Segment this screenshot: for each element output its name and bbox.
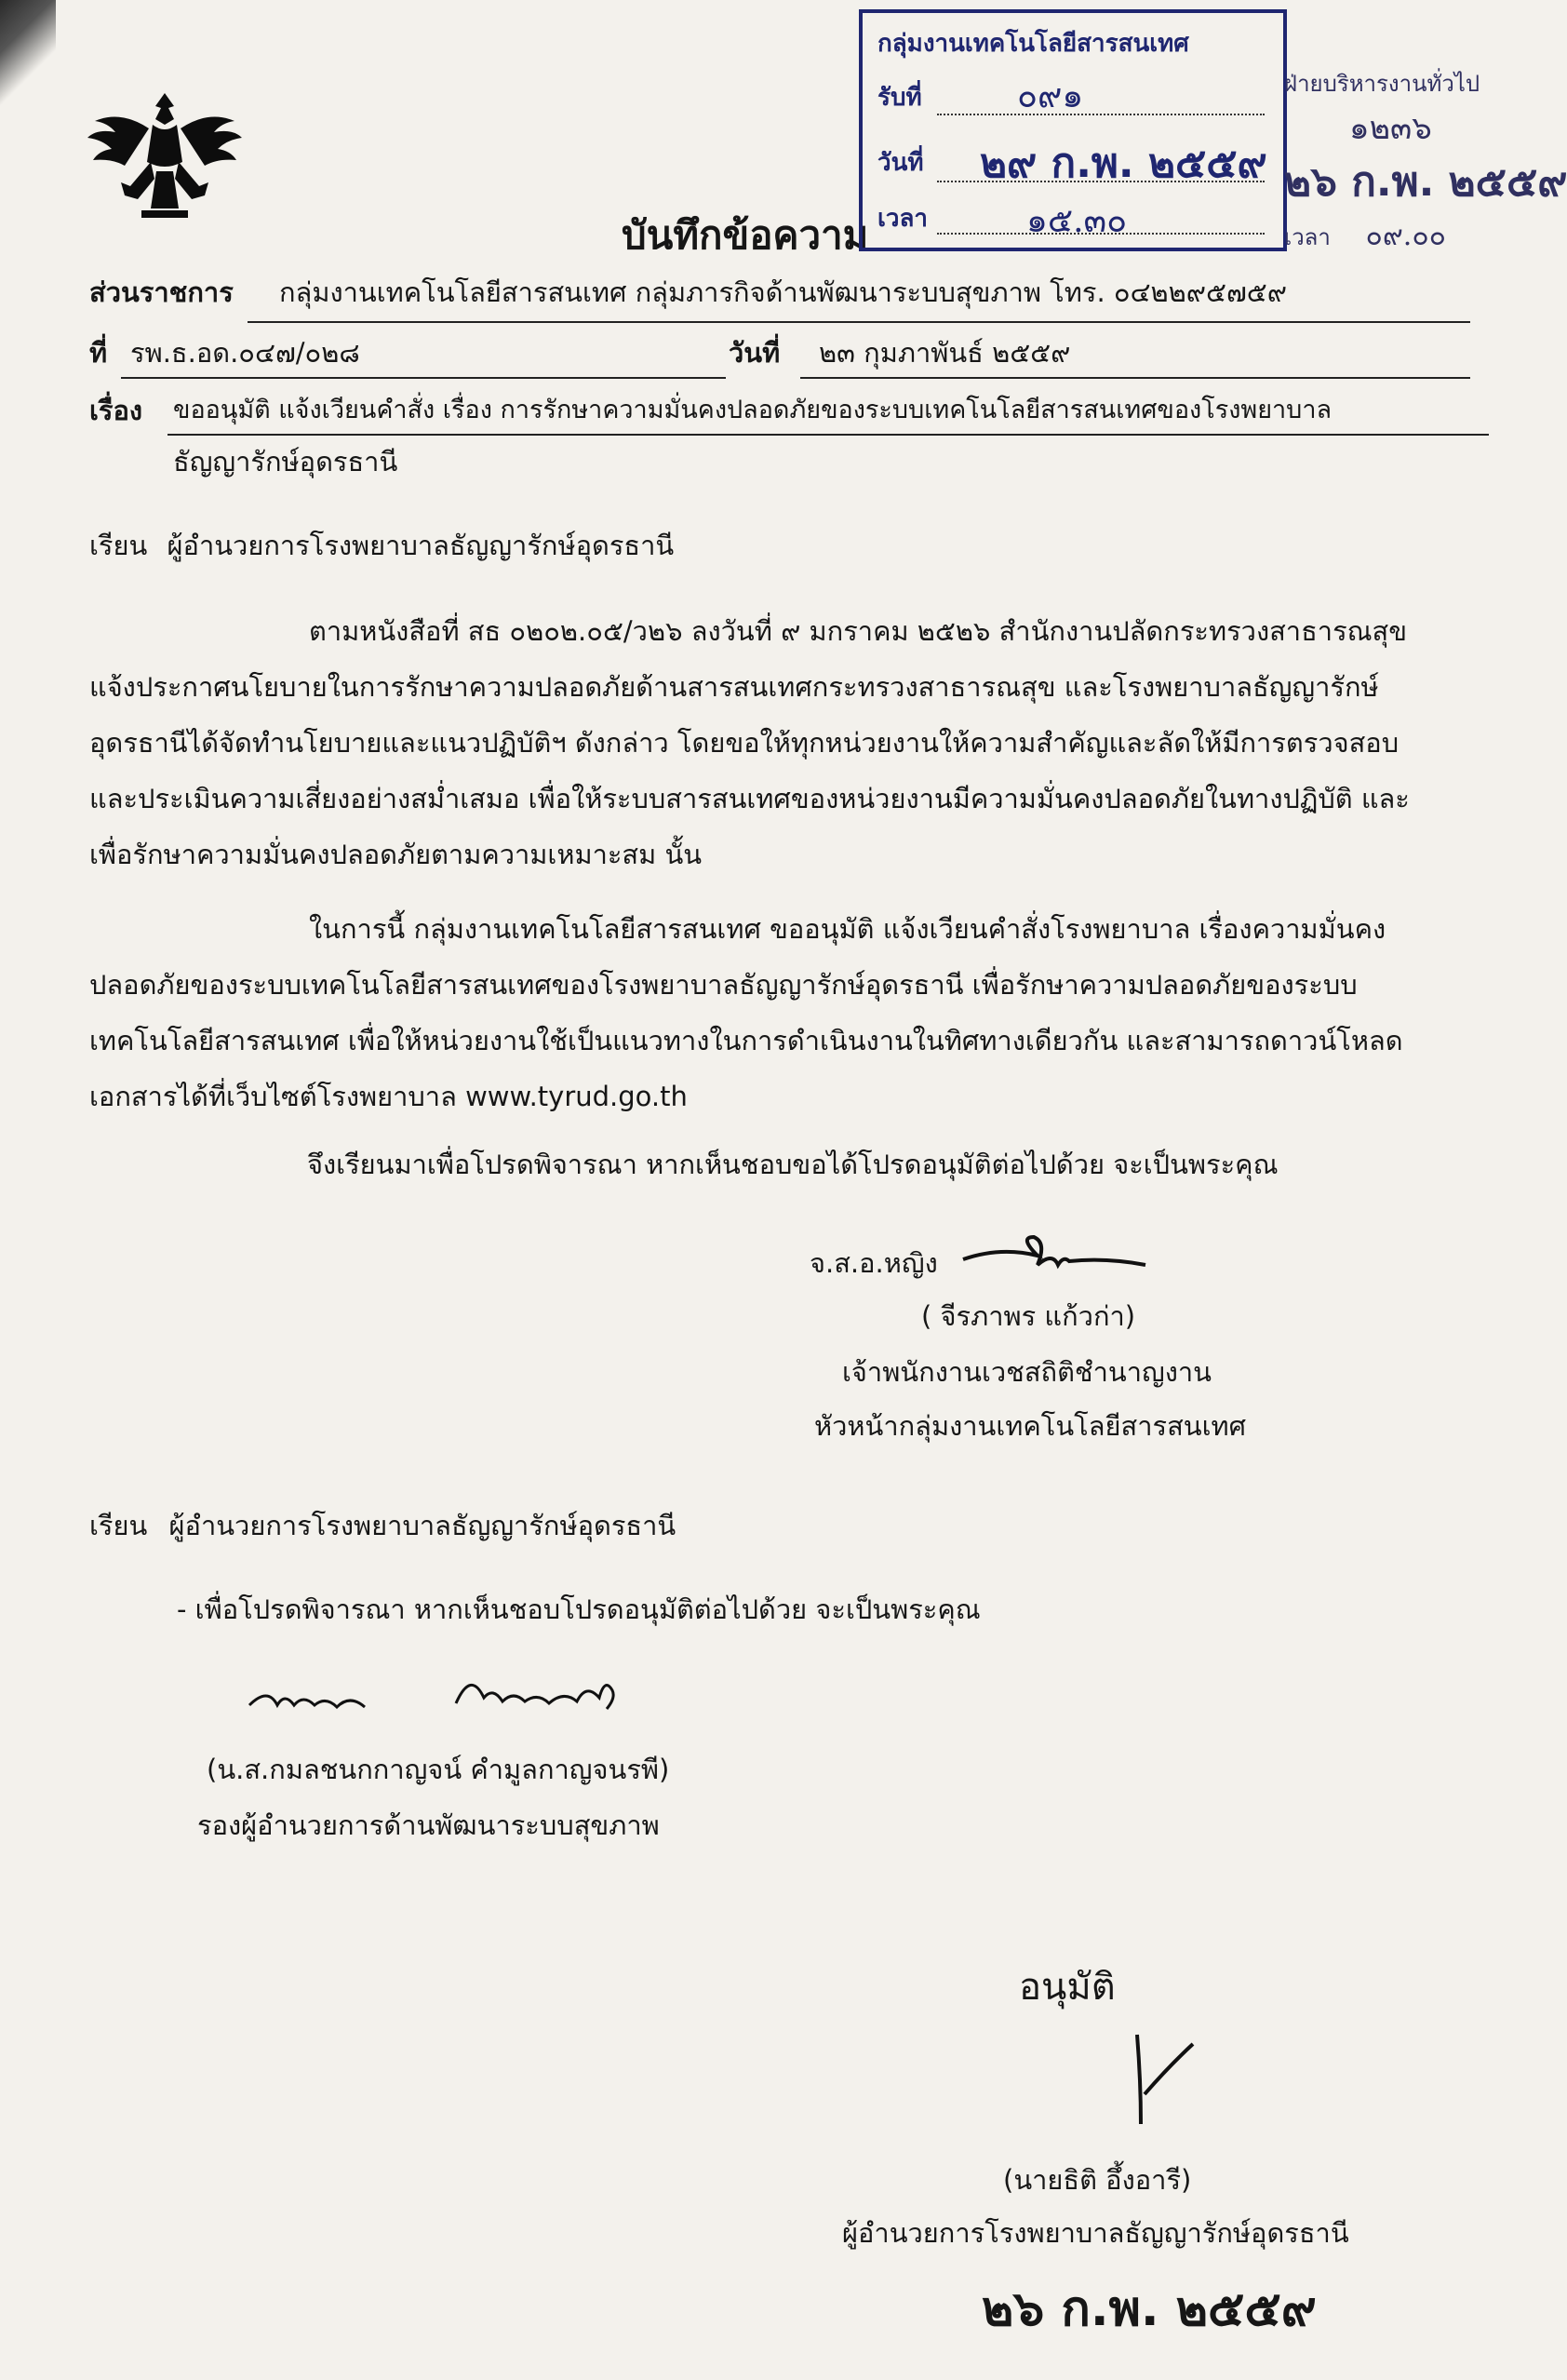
date-label: วันที่ — [729, 337, 781, 369]
stamp-date-value: ๒๙ ก.พ. ๒๕๕๙ — [980, 140, 1267, 187]
body-paragraph-2-wrap — [89, 901, 1429, 1124]
approval-date-stamp: ๒๖ ก.พ. ๒๕๕๙ — [982, 2281, 1317, 2337]
agency-underline — [248, 321, 1470, 323]
ref-underline — [121, 377, 726, 379]
stamp-time-label: เวลา — [877, 205, 929, 233]
subject-line2: ธัญญารักษ์อุดรธานี — [173, 446, 398, 477]
signer1-rank: จ.ส.อ.หญิง — [810, 1247, 938, 1279]
receiving-stamp-admin — [1284, 28, 1567, 252]
stamp-line — [937, 233, 1265, 235]
stamp-line — [937, 181, 1265, 182]
body-paragraph-1: ตามหนังสือที่ สธ ๐๒๐๒.๐๕/ว๒๖ ลงวันที่ ๙ มกราคม ๒๕๒๖ สำนักงานปลัดกระทรวงสาธารณสุขแจ้งประกาศนโยบายในการรักษาความปลอดภัยด้านสารสนเทศกระทรวงสาธารณสุข และโรงพยาบาลธัญญารักษ์อุดรธานีได้จัดทำนโยบายและแนวปฏิบัติฯ ดังกล่าว โดยขอให้ทุกหน่วยงานให้ความสำคัญและลัดให้มีการตรวจสอบและประเมินความเสี่ยงอย่างสม่ำเสมอ เพื่อให้ระบบสารสนเทศของหน่วยงานมีความมั่นคงปลอดภัยในทางปฏิบัติ และเพื่อรักษาความมั่นคงปลอดภัยตามความเหมาะสม นั้น — [89, 615, 1410, 870]
subject-underline — [167, 434, 1489, 436]
body-paragraph-2: ในการนี้ กลุ่มงานเทคโนโลยีสารสนเทศ ขออนุมัติ แจ้งเวียนคำสั่งโรงพยาบาล เรื่องความมั่นคงปลอดภัยของระบบเทคโนโลยีสารสนเทศของโรงพยาบาลธัญญารักษ์อุดรธานี เพื่อรักษาความปลอดภัยของระบบเทคโนโลยีสารสนเทศ เพื่อให้หน่วยงานใช้เป็นแนวทางในการดำเนินงานในทิศทางเดียวกัน และสามารถดาวน์โหลดเอกสารได้ที่เว็บไซต์โรงพยาบาล www.tyrud.go.th — [89, 913, 1403, 1112]
approval-position: ผู้อำนวยการโรงพยาบาลธัญญารักษ์อุดรธานี — [842, 2217, 1349, 2249]
date-value: ๒๓ กุมภาพันธ์ ๒๕๕๙ — [819, 337, 1071, 369]
scan-fold-shadow — [0, 0, 56, 121]
stamp2-date-value: ๒๖ ก.พ. ๒๕๕๙ — [1284, 158, 1567, 206]
stamp-dept-title: กลุ่มงานเทคโนโลยีสารสนเทศ — [877, 30, 1189, 58]
to-label: เรียน — [89, 530, 148, 561]
forward-to-label: เรียน — [89, 1510, 148, 1541]
garuda-emblem-icon — [86, 84, 244, 223]
stamp-line — [937, 114, 1265, 115]
signer1-name: ( จีรภาพร แก้วก่า) — [921, 1300, 1136, 1332]
stamp-received-label: รับที่ — [877, 84, 922, 112]
closing-line: จึงเรียนมาเพื่อโปรดพิจารณา หากเห็นชอบขอได้โปรดอนุมัติต่อไปด้วย จะเป็นพระคุณ — [307, 1149, 1279, 1180]
signature-approval — [1117, 2029, 1200, 2131]
stamp-time-value: ๑๕.๓๐ — [1026, 202, 1128, 240]
body-paragraph-1-wrap — [89, 603, 1429, 882]
ref-value: รพ.ธ.อด.๐๔๗/๐๒๘ — [130, 337, 360, 369]
stamp2-received-value: ๑๒๓๖ — [1349, 110, 1432, 147]
signer1-position1: เจ้าพนักงานเวชสถิติชำนาญงาน — [842, 1356, 1212, 1388]
receiving-stamp-it — [859, 9, 1287, 251]
agency-label: ส่วนราชการ — [89, 276, 234, 308]
signer2-position: รองผู้อำนวยการด้านพัฒนาระบบสุขภาพ — [197, 1809, 660, 1841]
ref-label: ที่ — [89, 337, 108, 369]
agency-value: กลุ่มงานเทคโนโลยีสารสนเทศ กลุ่มภารกิจด้านพัฒนาระบบสุขภาพ โทร. ๐๔๒๒๙๕๗๕๙ — [279, 276, 1287, 308]
approval-name: (นายธิติ อึ้งอารี) — [1003, 2164, 1192, 2196]
stamp-date-label: วันที่ — [877, 149, 924, 177]
stamp2-dept-title: ฝ่ายบริหารงานทั่วไป — [1284, 71, 1480, 97]
signer1-position2: หัวหน้ากลุ่มงานเทคโนโลยีสารสนเทศ — [814, 1410, 1247, 1442]
forward-note: - เพื่อโปรดพิจารณา หากเห็นชอบโปรดอนุมัติต่อไปด้วย จะเป็นพระคุณ — [177, 1593, 981, 1625]
memo-title: บันทึกข้อความ — [622, 212, 869, 258]
signer2-name: (น.ส.กมลชนกกาญจน์ คำมูลกาญจนรพี) — [207, 1754, 670, 1785]
stamp2-time-value: ๐๙.๐๐ — [1365, 220, 1446, 252]
forward-to-value: ผู้อำนวยการโรงพยาบาลธัญญารักษ์อุดรธานี — [168, 1510, 676, 1541]
signature-1 — [958, 1233, 1154, 1284]
subject-line1: ขออนุมัติ แจ้งเวียนคำสั่ง เรื่อง การรักษาความมั่นคงปลอดภัยของระบบเทคโนโลยีสารสนเทศของโรงพยาบาล — [173, 396, 1333, 424]
stamp-received-value: ๐๙๑ — [1017, 77, 1084, 115]
subject-label: เรื่อง — [89, 395, 143, 426]
stamp2-time-label: เวลา — [1284, 224, 1331, 250]
signature-2 — [242, 1666, 726, 1731]
to-value: ผู้อำนวยการโรงพยาบาลธัญญารักษ์อุดรธานี — [167, 530, 675, 561]
approval-word: อนุมัติ — [1019, 1966, 1116, 2009]
date-underline — [800, 377, 1470, 379]
